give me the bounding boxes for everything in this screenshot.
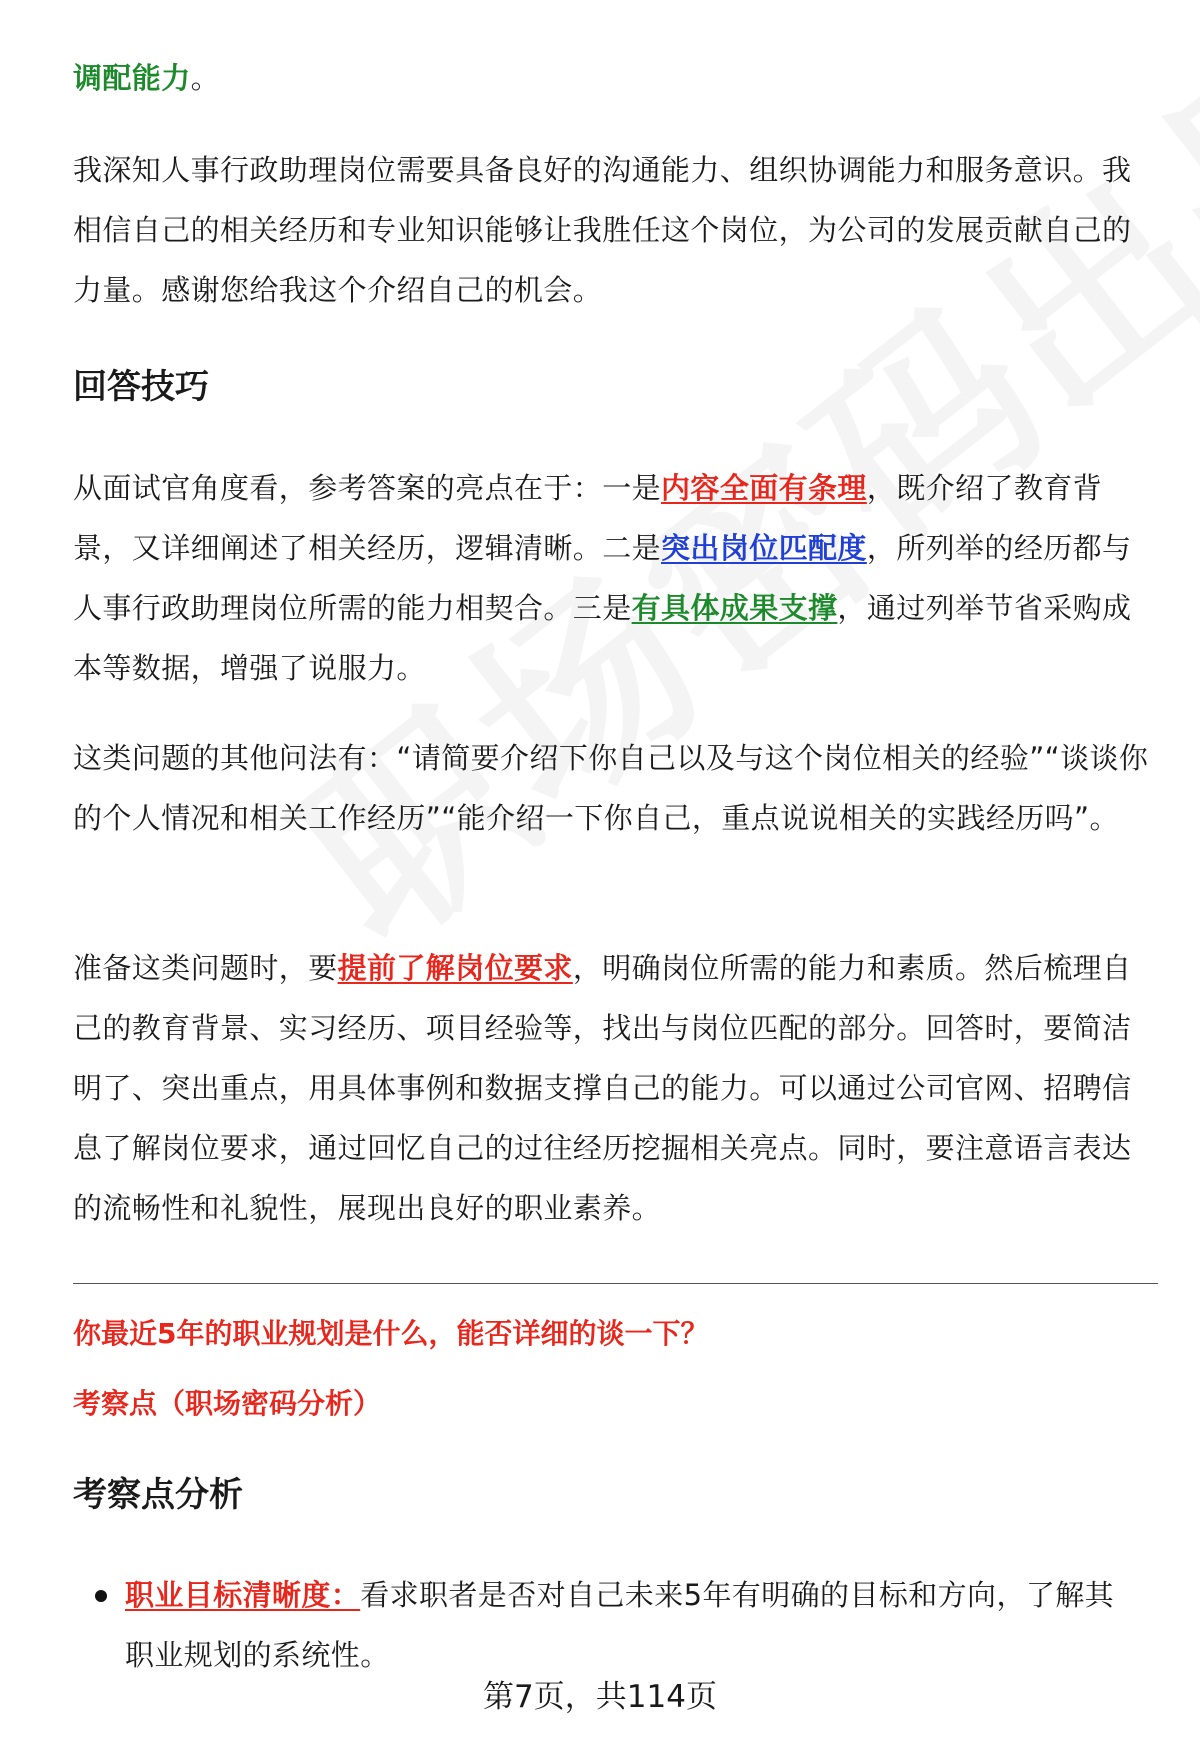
section-divider — [73, 1283, 1158, 1284]
highlight-job-match: 突出岗位匹配度 — [661, 531, 867, 565]
page-number: 第7页，共114页 — [483, 1679, 717, 1715]
heading-analysis: 考察点分析 — [73, 1475, 243, 1515]
heading-analysis-wrap — [73, 1470, 1158, 1520]
highlight-results: 有具体成果支撑 — [631, 591, 838, 625]
prep-text-2: ，明确岗位所需的能力和素质。然后梳理自己的教育背景、实习经历、项目经验等，找出与岗位匹配的部分。回答时，要简洁明了、突出重点，用具体事例和数据支撑自己的能力。可以通过公司官网、招聘信息了解岗位要求，通过回忆自己的过往经历挖掘相关亮点。同时，要注意语言表达的流畅性和礼貌性，展现出良好的职业素养。 — [73, 951, 1132, 1225]
question-wrap — [73, 1312, 1158, 1356]
prep-paragraph — [73, 938, 1158, 1238]
tips-text-2: ，既介绍了教育背景，又详细阐述了相关经历，逻辑清晰。二是 — [73, 471, 1103, 565]
tips-text-1: 从面试官角度看，参考答案的亮点在于：一是 — [73, 471, 662, 505]
bullet-dot-icon — [95, 1590, 107, 1602]
heading-tips-wrap — [73, 362, 1158, 412]
heading-tips: 回答技巧 — [73, 367, 209, 407]
highlight-coordination: 调配能力 — [73, 61, 191, 95]
bullet-text: 看求职者是否对自己未来5年有明确的目标和方向，了解其职业规划的系统性。 — [125, 1578, 1115, 1672]
intro-tail — [73, 48, 1158, 108]
prep-text-1: 准备这类问题时，要 — [73, 951, 338, 985]
other-phrasing-paragraph — [73, 728, 1158, 848]
intro-paragraph — [73, 140, 1158, 320]
highlight-understand-requirements: 提前了解岗位要求 — [337, 951, 573, 985]
tips-text-3: ，所列举的经历都与人事行政助理岗位所需的能力相契合。三是 — [73, 531, 1132, 625]
intro-tail-punct: 。 — [190, 61, 221, 95]
highlight-comprehensive: 内容全面有条理 — [661, 471, 867, 505]
list-item — [95, 1565, 1135, 1685]
intro-text: 我深知人事行政助理岗位需要具备良好的沟通能力、组织协调能力和服务意识。我相信自己的相关经历和专业知识能够让我胜任这个岗位，为公司的发展贡献自己的力量。感谢您给我这个介绍自己的机会。 — [73, 153, 1132, 307]
question-title: 你最近5年的职业规划是什么，能否详细的谈一下？ — [73, 1317, 709, 1350]
bullet-label: 职业目标清晰度： — [125, 1578, 361, 1612]
question-subtitle: 考察点（职场密码分析） — [73, 1387, 382, 1420]
other-phrasing-text: 这类问题的其他问法有：“请简要介绍下你自己以及与这个岗位相关的经验”“谈谈你的个人情况和相关工作经历”“能介绍一下你自己，重点说说相关的实践经历吗”。 — [73, 741, 1149, 835]
tips-text-4: ，通过列举节省采购成本等数据，增强了说服力。 — [73, 591, 1132, 685]
question-sub-wrap — [73, 1382, 1158, 1426]
tips-paragraph — [73, 458, 1158, 698]
